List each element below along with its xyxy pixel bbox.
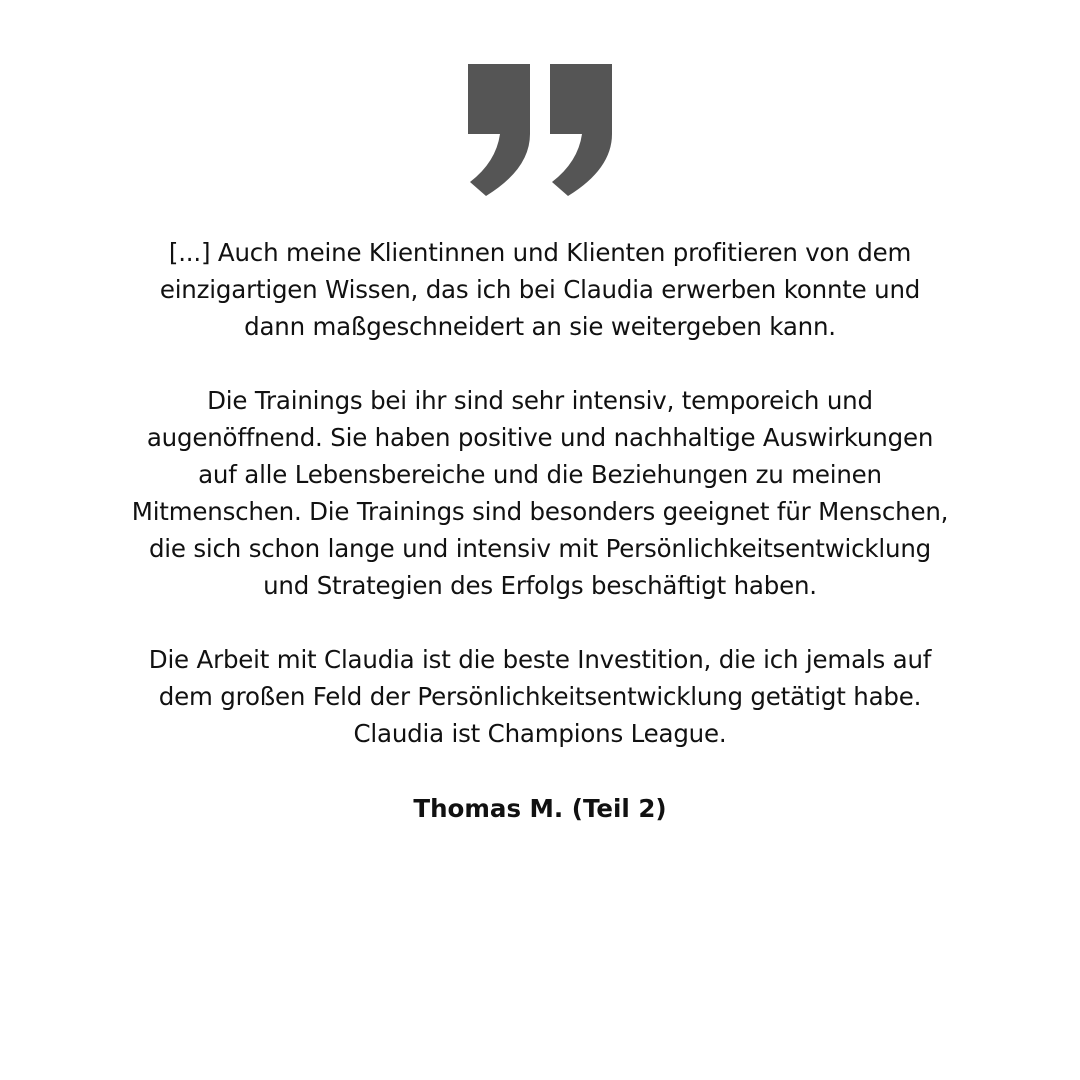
text-line: und Strategien des Erfolgs beschäftigt haben. — [263, 571, 817, 600]
text-line: augenöffnend. Sie haben positive und nachhaltige Auswirkungen — [146, 423, 934, 452]
text-line: die sich schon lange und intensiv mit Persönlichkeitsentwicklung — [148, 534, 932, 563]
testimonial-author: Thomas M. (Teil 2) — [413, 794, 667, 823]
paragraph-3 — [90, 641, 990, 752]
text-line: einzigartigen Wissen, das ich bei Claudia erwerben konnte und — [159, 275, 921, 304]
testimonial-text — [90, 234, 990, 789]
text-line: auf alle Lebensbereiche und die Beziehungen zu meinen — [198, 460, 882, 489]
paragraph-2 — [90, 382, 990, 604]
text-line: Claudia ist Champions League. — [353, 719, 727, 748]
paragraph-1 — [90, 234, 990, 345]
text-line: [...] Auch meine Klientinnen und Klienten profitieren von dem — [168, 238, 912, 267]
text-line: dem großen Feld der Persönlichkeitsentwicklung getätigt habe. — [158, 682, 922, 711]
text-line: Die Trainings bei ihr sind sehr intensiv, temporeich und — [207, 386, 873, 415]
text-line: dann maßgeschneidert an sie weitergeben kann. — [244, 312, 836, 341]
closing-quote-icon — [466, 64, 614, 196]
text-line: Die Arbeit mit Claudia ist die beste Investition, die ich jemals auf — [148, 645, 932, 674]
text-line: Mitmenschen. Die Trainings sind besonders geeignet für Menschen, — [131, 497, 949, 526]
